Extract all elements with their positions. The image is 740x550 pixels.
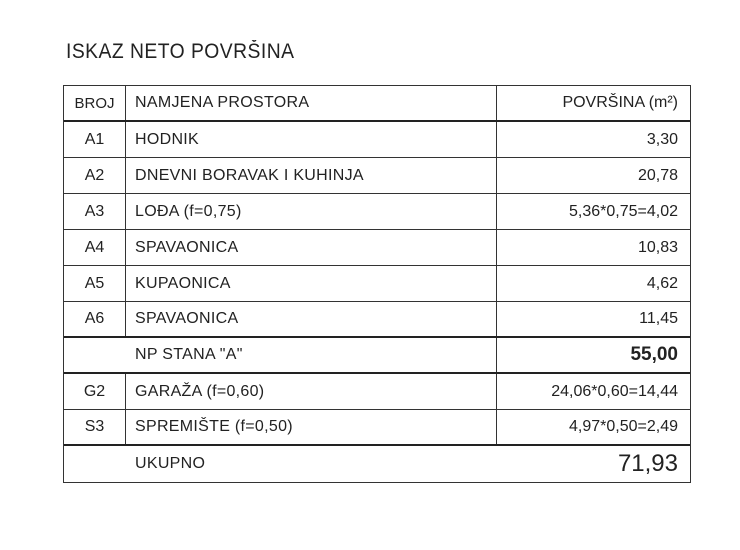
cell-namjena: SPAVAONICA: [126, 230, 497, 265]
table-row: [64, 302, 690, 338]
header-broj: BROJ: [64, 86, 126, 120]
cell-povrsina: 3,30: [646, 130, 678, 148]
subtotal-label: NP STANA "A": [126, 338, 497, 372]
cell-povrsina: 5,36*0,75=4,02: [569, 202, 678, 220]
cell-namjena: LOĐA (f=0,75): [126, 194, 497, 229]
table-row: [64, 230, 690, 266]
table-row: [64, 410, 690, 446]
cell-broj: S3: [64, 410, 126, 444]
header-namjena: NAMJENA PROSTORA: [126, 86, 497, 120]
cell-broj: A2: [64, 158, 126, 193]
cell-broj: A5: [64, 266, 126, 301]
cell-namjena: KUPAONICA: [126, 266, 497, 301]
total-value: 71,93: [617, 450, 678, 477]
cell-broj: A3: [64, 194, 126, 229]
subtotal-row: [64, 338, 690, 374]
cell-broj: A1: [64, 122, 126, 157]
cell-broj: A4: [64, 230, 126, 265]
cell-povrsina: 4,97*0,50=2,49: [569, 418, 678, 435]
cell-empty: [64, 338, 126, 372]
cell-povrsina: 10,83: [637, 238, 678, 256]
total-row: [64, 446, 690, 482]
cell-namjena: SPAVAONICA: [126, 302, 497, 336]
subtotal-value: 55,00: [630, 344, 678, 365]
table-row: [64, 122, 690, 158]
total-label: UKUPNO: [135, 455, 206, 472]
cell-povrsina: 20,78: [637, 166, 678, 184]
cell-broj: G2: [64, 374, 126, 409]
table-header: [64, 86, 690, 122]
cell-empty: [64, 446, 126, 482]
table-title: ISKAZ NETO POVRŠINA: [66, 40, 295, 63]
net-area-table: [63, 85, 691, 483]
table-row: [64, 158, 690, 194]
cell-broj: A6: [64, 302, 126, 336]
cell-povrsina: 11,45: [639, 310, 678, 327]
cell-namjena: HODNIK: [126, 122, 497, 157]
table-row: [64, 194, 690, 230]
cell-namjena: GARAŽA (f=0,60): [126, 374, 497, 409]
header-povrsina: POVRŠINA (m²): [562, 94, 678, 111]
cell-namjena: SPREMIŠTE (f=0,50): [126, 410, 497, 444]
table-row: [64, 266, 690, 302]
cell-namjena: DNEVNI BORAVAK I KUHINJA: [126, 158, 497, 193]
cell-povrsina: 24,06*0,60=14,44: [551, 382, 678, 400]
table-row: [64, 374, 690, 410]
cell-povrsina: 4,62: [646, 274, 678, 292]
